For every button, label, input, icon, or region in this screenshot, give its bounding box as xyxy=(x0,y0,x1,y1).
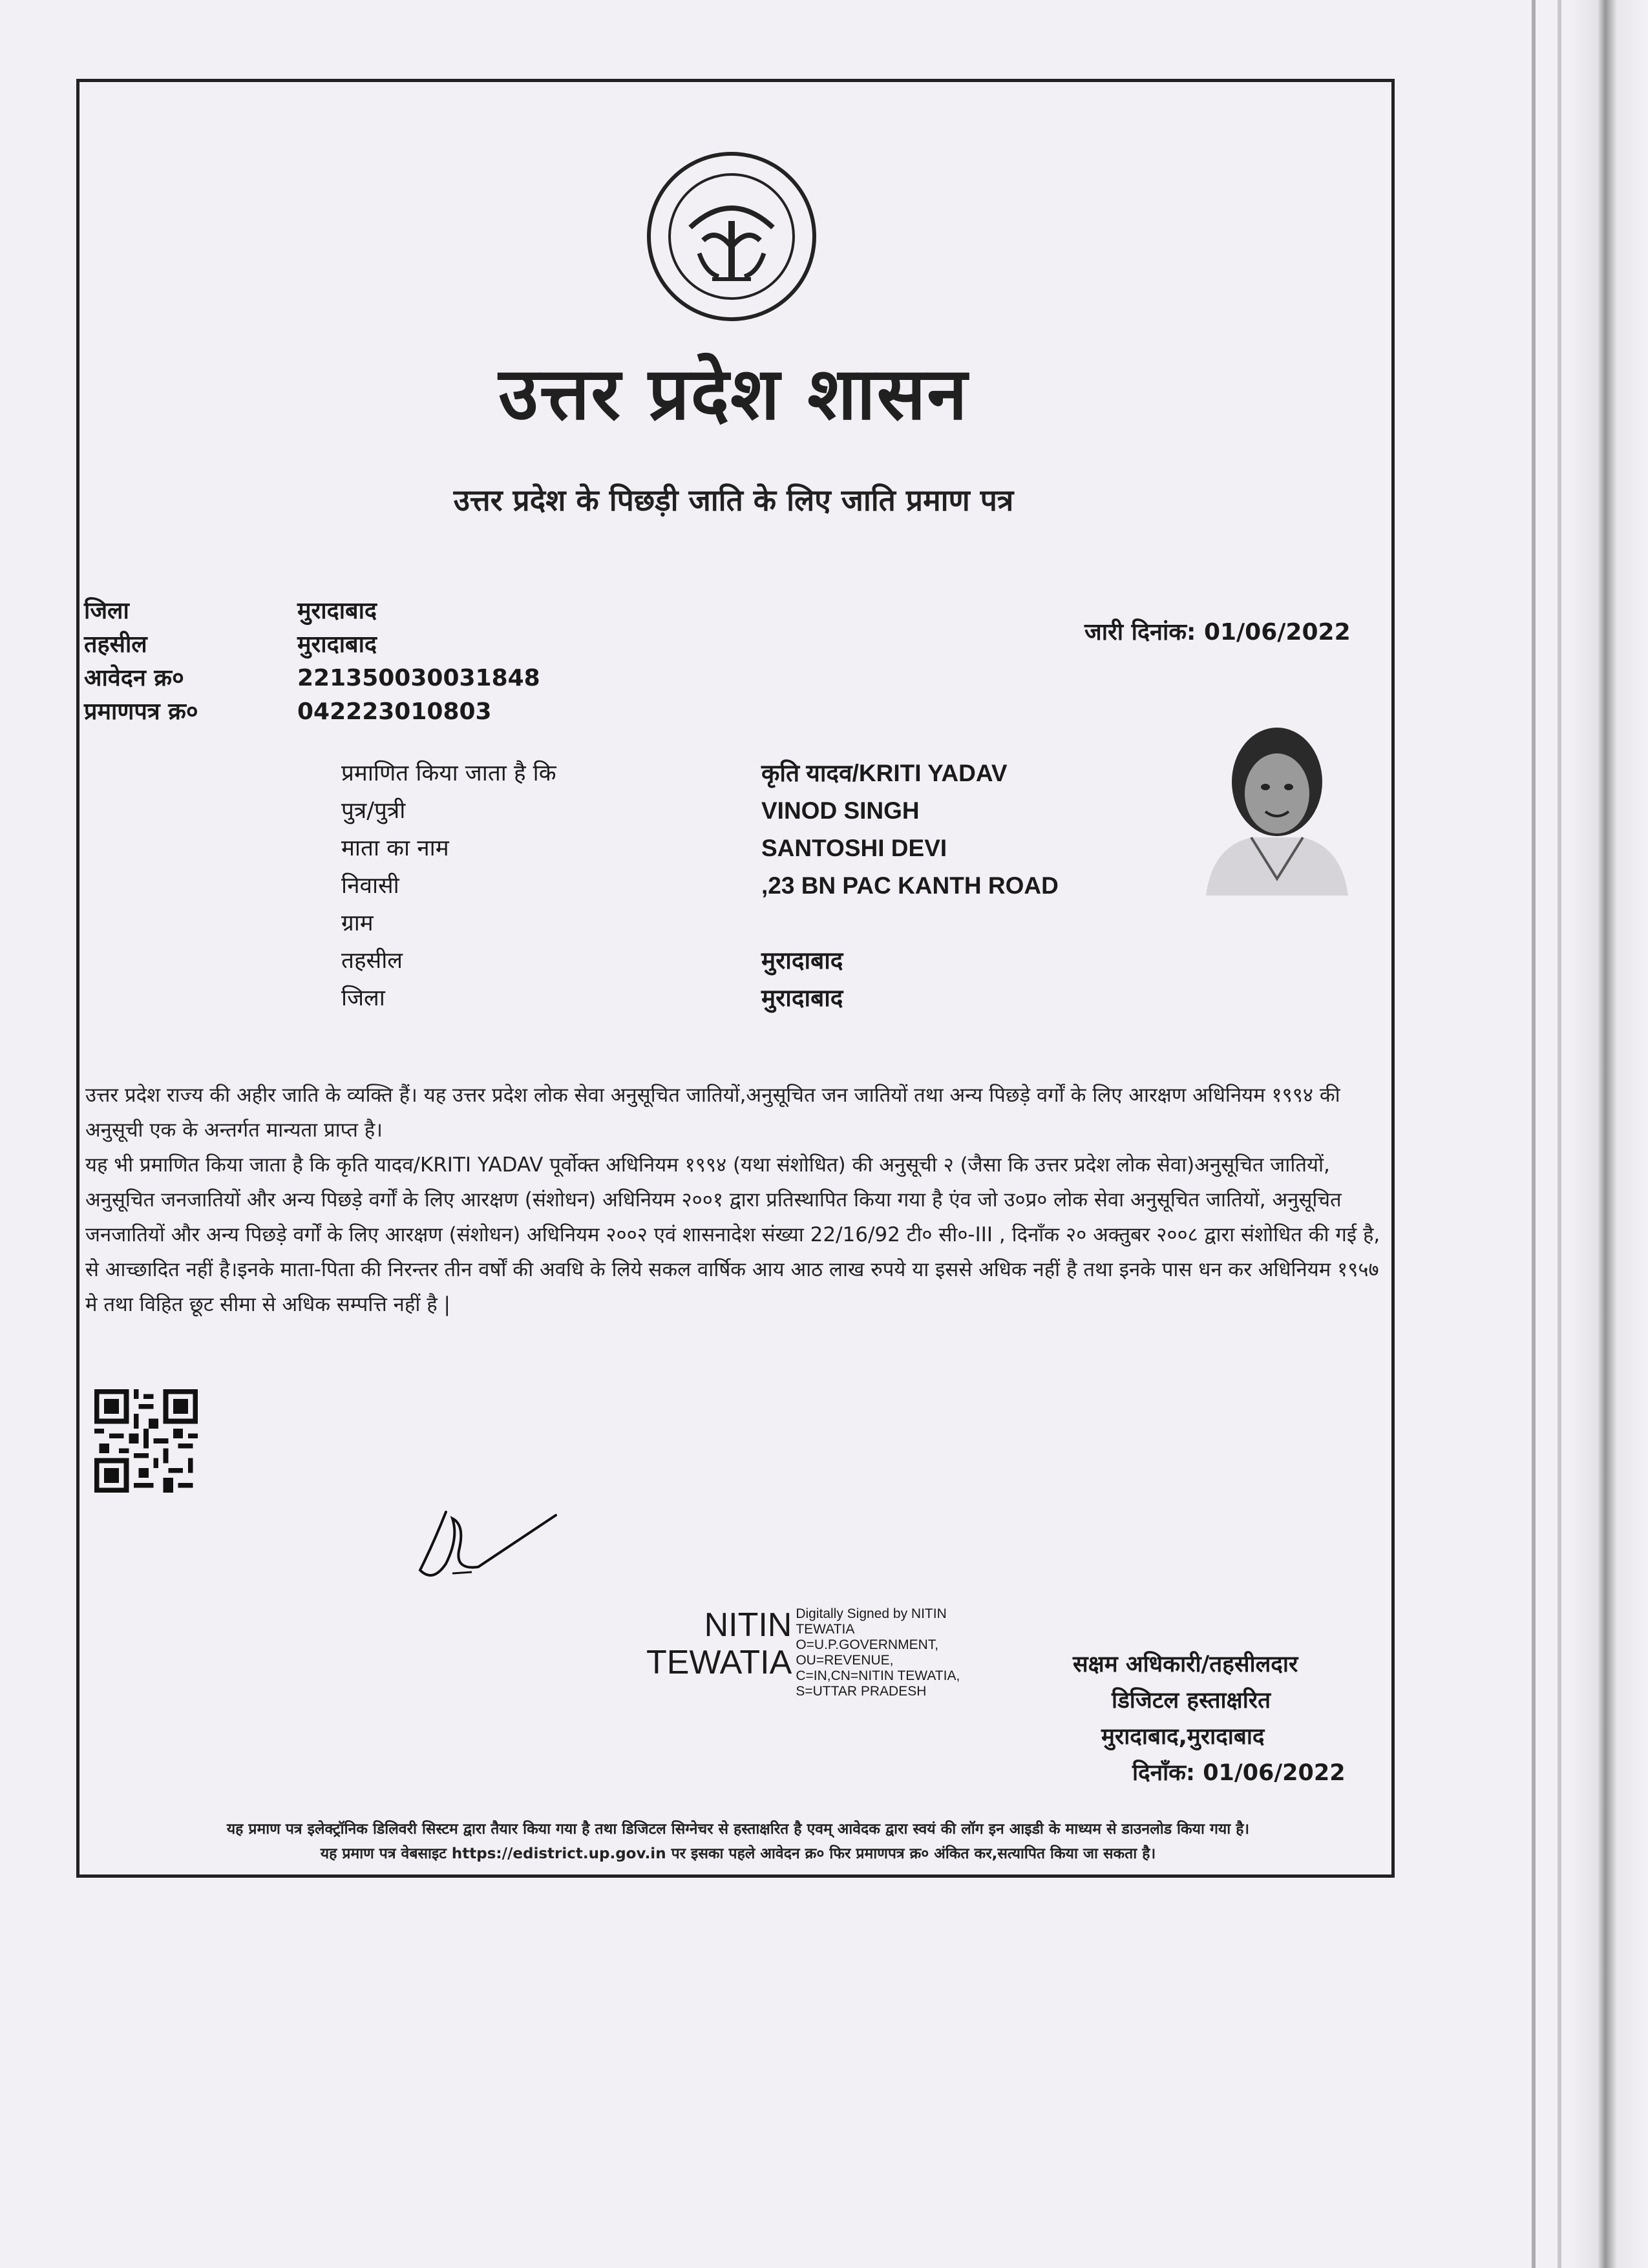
handwritten-signature xyxy=(407,1486,569,1596)
signature-details xyxy=(796,1606,960,1699)
tehsil-label: तहसील xyxy=(84,631,147,658)
body-paragraph-1: उत्तर प्रदेश राज्य की अहीर जाति के व्यक्ति हैं। यह उत्तर प्रदेश लोक सेवा अनुसूचित जातियों,अनुसूचित जन जातियों तथा अन्य पिछड़े वर्गों के लिए आरक्षण अधिनियम १९९४ की अनुसूची एक के अन्तर्गत मान्यता प्राप्त है। xyxy=(85,1084,1340,1142)
detail-row xyxy=(341,830,1059,867)
issuing-officer-block xyxy=(1073,1646,1346,1791)
district-label: जिला xyxy=(84,598,129,624)
application-number: 221350030031848 xyxy=(297,665,540,691)
detail-label: ग्राम xyxy=(341,910,374,936)
detail-row xyxy=(341,755,1059,792)
detail-district: मुरादाबाद xyxy=(761,985,843,1011)
signature-detail-line: OU=REVENUE, xyxy=(796,1653,894,1668)
application-label: आवेदन क्र० xyxy=(84,665,184,691)
body-paragraph-2: यह भी प्रमाणित किया जाता है कि कृति यादव/KRITI YADAV पूर्वोक्त अधिनियम १९९४ (यथा संशोधित) की अनुसूची २ (जैसा कि उत्तर प्रदेश लोक सेवा)अनुसूचित जातियों, अनुसूचित जनजातियों और अन्य पिछड़े वर्गों के लिए आरक्षण (संशोधन) अधिनियम २००१ द्वारा प्रतिस्थापित किया गया है एंव जो उ०प्र० लोक सेवा अनुसूचित जातियों, अनुसूचित जनजातियों और अन्य पिछड़े वर्गों के लिए आरक्षण (संशोधन) अधिनियम २००२ एवं शासनादेश संख्या 22/16/92 टी० सी०-III , दिनाँक २० अक्तुबर २००८ द्वारा संशोधित की गई है, से आच्छादित नहीं है।इनके माता-पिता की निरन्तर तीन वर्षों की अवधि के लिये सकल वार्षिक आय आठ लाख रुपये या इससे अधिक नहीं है तथा इनके पास धन कर अधिनियम १९५७ मे तथा विहित छूट सीमा से अधिक सम्पत्ति नहीं है | xyxy=(85,1153,1380,1316)
certificate-label: प्रमाणपत्र क्र० xyxy=(84,698,198,725)
detail-label: पुत्र/पुत्री xyxy=(341,798,406,824)
detail-row xyxy=(341,905,1059,942)
officer-date: दिनाँक: 01/06/2022 xyxy=(1132,1760,1346,1786)
reference-block xyxy=(84,594,540,729)
up-government-emblem xyxy=(645,150,818,323)
tehsil-value: मुरादाबाद xyxy=(297,631,377,658)
signature-detail-line: C=IN,CN=NITIN TEWATIA, xyxy=(796,1668,960,1683)
scan-artifact-line xyxy=(1532,0,1536,2268)
detail-label: जिला xyxy=(341,985,385,1011)
footer-line-1: यह प्रमाण पत्र इलेक्ट्रॉनिक डिलिवरी सिस्टम द्वारा तैयार किया गया है तथा डिजिटल सिग्नेचर से हस्ताक्षरित है एवम् आवेदक द्वारा स्वयं की लॉग इन आइडी के माध्यम से डाउनलोड किया गया है। xyxy=(226,1821,1250,1838)
signature-detail-line: TEWATIA xyxy=(796,1622,855,1637)
footer-line-2: यह प्रमाण पत्र वेबसाइट https://edistrict.up.gov.in पर इसका पहले आवेदन क्र० फिर प्रमाणपत्र क्र० अंकित कर,सत्यापित किया जा सकता है। xyxy=(320,1845,1156,1862)
officer-signature-type: डिजिटल हस्ताक्षरित xyxy=(1112,1688,1271,1714)
certificate-body xyxy=(85,1078,1384,1322)
signature-detail-line: O=U.P.GOVERNMENT, xyxy=(796,1637,939,1652)
signature-detail-line: S=UTTAR PRADESH xyxy=(796,1684,927,1699)
signer-first-name: NITIN xyxy=(704,1606,792,1644)
digital-signature-block xyxy=(646,1606,960,1699)
detail-row xyxy=(341,867,1059,905)
applicant-details xyxy=(341,755,1059,1017)
officer-location: मुरादाबाद,मुरादाबाद xyxy=(1101,1724,1265,1750)
officer-designation: सक्षम अधिकारी/तहसीलदार xyxy=(1073,1652,1298,1677)
detail-label: तहसील xyxy=(341,948,403,974)
detail-label: माता का नाम xyxy=(341,835,449,861)
father-name: VINOD SINGH xyxy=(761,797,920,824)
signer-name xyxy=(646,1606,792,1681)
qr-code xyxy=(94,1389,198,1493)
scan-shadow-right xyxy=(1570,0,1648,2268)
residence: ,23 BN PAC KANTH ROAD xyxy=(761,872,1059,899)
signer-last-name: TEWATIA xyxy=(646,1644,792,1681)
detail-label: निवासी xyxy=(341,873,399,899)
applicant-photo xyxy=(1193,717,1361,896)
detail-tehsil: मुरादाबाद xyxy=(761,947,843,974)
detail-row xyxy=(341,980,1059,1017)
scan-artifact-line xyxy=(1558,0,1561,2268)
certificate-subtitle: उत्तर प्रदेश के पिछड़ी जाति के लिए जाति प्रमाण पत्र xyxy=(453,483,1014,518)
issue-date: जारी दिनांक: 01/06/2022 xyxy=(1084,619,1351,646)
detail-row xyxy=(341,792,1059,830)
district-value: मुरादाबाद xyxy=(297,598,377,624)
certificate-number: 042223010803 xyxy=(297,698,492,725)
footer-note xyxy=(85,1817,1391,1866)
detail-row xyxy=(341,942,1059,980)
mother-name: SANTOSHI DEVI xyxy=(761,835,947,861)
signature-detail-line: Digitally Signed by NITIN xyxy=(796,1606,947,1621)
page-title: उत्तर प्रदेश शासन xyxy=(498,352,969,436)
detail-label: प्रमाणित किया जाता है कि xyxy=(341,761,556,786)
applicant-name: कृति यादव/KRITI YADAV xyxy=(761,760,1008,786)
